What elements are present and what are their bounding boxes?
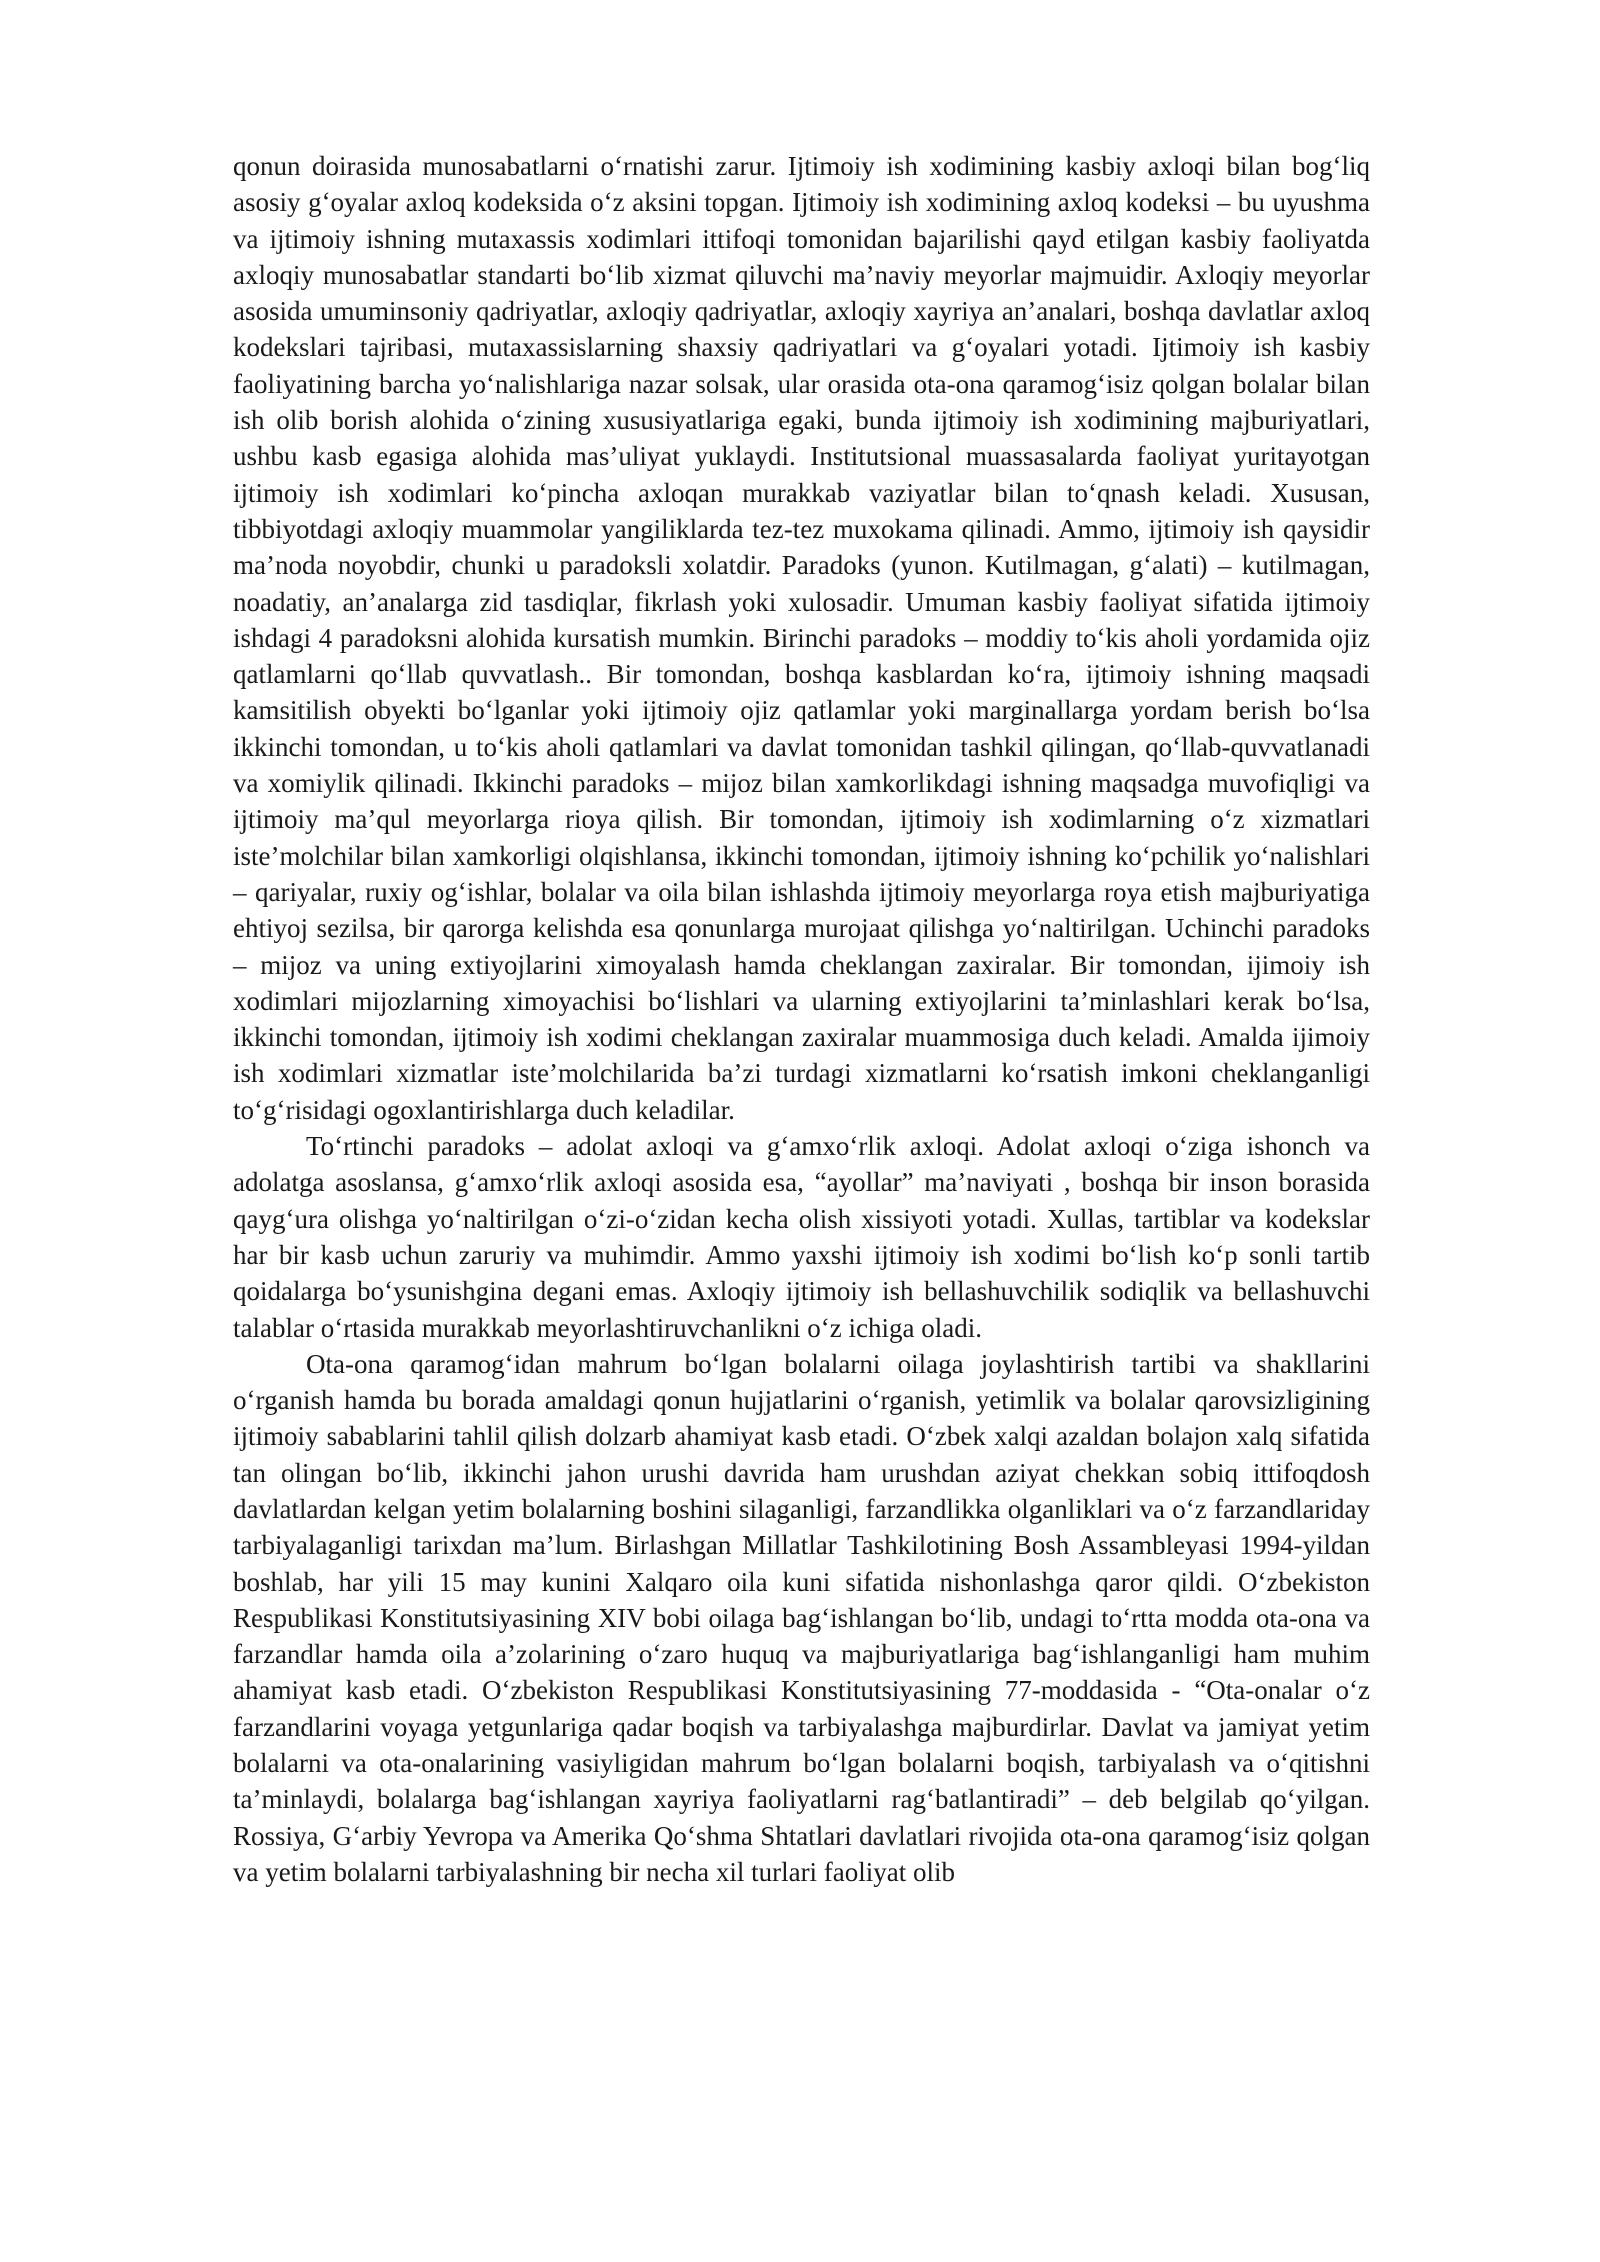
paragraph-ethics-code: qonun doirasida munosabatlarni o‘rnatishi zarur. Ijtimoiy ish xodimining kasbiy axloqi bilan bog‘liq asosiy g‘oyalar axloq kodeksida o‘z aksini topgan. Ijtimoiy ish xodimining axloq kodeksi – bu uyushma va ijtimoiy ishning mutaxassis xodimlari ittifoqi tomonidan bajarilishi qayd etilgan kasbiy faoliyatda axloqiy munosabatlar standarti bo‘lib xizmat qiluvchi ma’naviy meyorlar majmuidir. Axloqiy meyorlar asosida umuminsoniy qadriyatlar, axloqiy qadriyatlar, axloqiy xayriya an’analari, boshqa davlatlar axloq kodekslari tajribasi, mutaxassislarning shaxsiy qadriyatlari va g‘oyalari yotadi. Ijtimoiy ish kasbiy faoliyatining barcha yo‘nalishlariga nazar solsak, ular orasida ota-ona qaramog‘isiz qolgan bolalar bilan ish olib borish alohida o‘zining xususiyatlariga egaki, bunda ijtimoiy ish xodimining majburiyatlari, ushbu kasb egasiga alohida mas’uliyat yuklaydi. Institutsional muassasalarda faoliyat yuritayotgan ijtimoiy ish xodimlari ko‘pincha axloqan murakkab vaziyatlar bilan to‘qnash keladi. Xususan, tibbiyotdagi axloqiy muammolar yangiliklarda tez-tez muxokama qilinadi. Ammo, ijtimoiy ish qaysidir ma’noda noyobdir, chunki u paradoksli xolatdir. Paradoks (yunon. Kutilmagan, g‘alati) – kutilmagan, noadatiy, an’analarga zid tasdiqlar, fikrlash yoki xulosadir. Umuman kasbiy faoliyat sifatida ijtimoiy ishdagi 4 paradoksni alohida kursatish mumkin. Birinchi paradoks – moddiy to‘kis aholi yordamida ojiz qatlamlarni qo‘llab quvvatlash.. Bir tomondan, boshqa kasblardan ko‘ra, ijtimoiy ishning maqsadi kamsitilish obyekti bo‘lganlar yoki ijtimoiy ojiz qatlamlar yoki marginallarga yordam berish bo‘lsa ikkinchi tomondan, u to‘kis aholi qatlamlari va davlat tomonidan tashkil qilingan, qo‘llab-quvvatlanadi va xomiylik qilinadi. Ikkinchi paradoks – mijoz bilan xamkorlikdagi ishning maqsadga muvofiqligi va ijtimoiy ma’qul meyorlarga rioya qilish. Bir tomondan, ijtimoiy ish xodimlarning o‘z xizmatlari iste’molchilar bilan xamkorligi olqishlansa, ikkinchi tomondan, ijtimoiy ishning ko‘pchilik yo‘nalishlari – qariyalar, ruxiy og‘ishlar, bolalar va oila bilan ishlashda ijtimoiy meyorlarga roya etish majburiyatiga ehtiyoj sezilsa, bir qarorga kelishda esa qonunlarga murojaat qilishga yo‘naltirilgan. Uchinchi paradoks – mijoz va uning extiyojlarini ximoyalash hamda cheklangan zaxiralar. Bir tomondan, ijimoiy ish xodimlari mijozlarning ximoyachisi bo‘lishlari va ularning extiyojlarini ta’minlashlari kerak bo‘lsa, ikkinchi tomondan, ijtimoiy ish xodimi cheklangan zaxiralar muammosiga duch keladi. Amalda ijimoiy ish xodimlari xizmatlar iste’molchilarida ba’zi turdagi xizmatlarni ko‘rsatish imkoni cheklanganligi to‘g‘risidagi ogoxlantirishlarga duch keladilar. [233, 151, 1370, 1125]
paragraph-orphan-placement: Ota-ona qaramog‘idan mahrum bo‘lgan bolalarni oilaga joylashtirish tartibi va shakllarini o‘rganish hamda bu borada amaldagi qonun hujjatlarini o‘rganish, yetimlik va bolalar qarovsizligining ijtimoiy sabablarini tahlil qilish dolzarb ahamiyat kasb etadi. O‘zbek xalqi azaldan bolajon xalq sifatida tan olingan bo‘lib, ikkinchi jahon urushi davrida ham urushdan aziyat chekkan sobiq ittifoqdosh davlatlardan kelgan yetim bolalarning boshini silaganligi, farzandlikka olganliklari va o‘z farzandlariday tarbiyalaganligi tarixdan ma’lum. Birlashgan Millatlar Tashkilotining Bosh Assambleyasi 1994-yildan boshlab, har yili 15 may kunini Xalqaro oila kuni sifatida nishonlashga qaror qildi. O‘zbekiston Respublikasi Konstitutsiyasining XIV bobi oilaga bag‘ishlangan bo‘lib, undagi to‘rtta modda ota-ona va farzandlar hamda oila a’zolarining o‘zaro huquq va majburiyatlariga bag‘ishlanganligi ham muhim ahamiyat kasb etadi. O‘zbekiston Respublikasi Konstitutsiyasining 77-moddasida - “Ota-onalar o‘z farzandlarini voyaga yetgunlariga qadar boqish va tarbiyalashga majburdirlar. Davlat va jamiyat yetim bolalarni va ota-onalarining vasiyligidan mahrum bo‘lgan bolalarni boqish, tarbiyalash va o‘qitishni ta’minlaydi, bolalarga bag‘ishlangan xayriya faoliyatlarni rag‘batlantiradi” – deb belgilab qo‘yilgan. Rossiya, G‘arbiy Yevropa va Amerika Qo‘shma Shtatlari davlatlari rivojida ota-ona qaramog‘isiz qolgan va yetim bolalarni tarbiyalashning bir necha xil turlari faoliyat olib [233, 1348, 1370, 1887]
paragraph-fourth-paradox: To‘rtinchi paradoks – adolat axloqi va g‘amxo‘rlik axloqi. Adolat axloqi o‘ziga ishonch va adolatga asoslansa, g‘amxo‘rlik axloqi asosida esa, “ayollar” ma’naviyati , boshqa bir inson borasida qayg‘ura olishga yo‘naltirilgan o‘zi-o‘zidan kecha olish xissiyoti yotadi. Xullas, tartiblar va kodekslar har bir kasb uchun zaruriy va muhimdir. Ammo yaxshi ijtimoiy ish xodimi bo‘lish ko‘p sonli tartib qoidalarga bo‘ysunishgina degani emas. Axloqiy ijtimoiy ish bellashuvchilik sodiqlik va bellashuvchi talablar o‘rtasida murakkab meyorlashtiruvchanlikni o‘z ichiga oladi. [233, 1131, 1370, 1343]
document-page [233, 148, 1370, 1890]
